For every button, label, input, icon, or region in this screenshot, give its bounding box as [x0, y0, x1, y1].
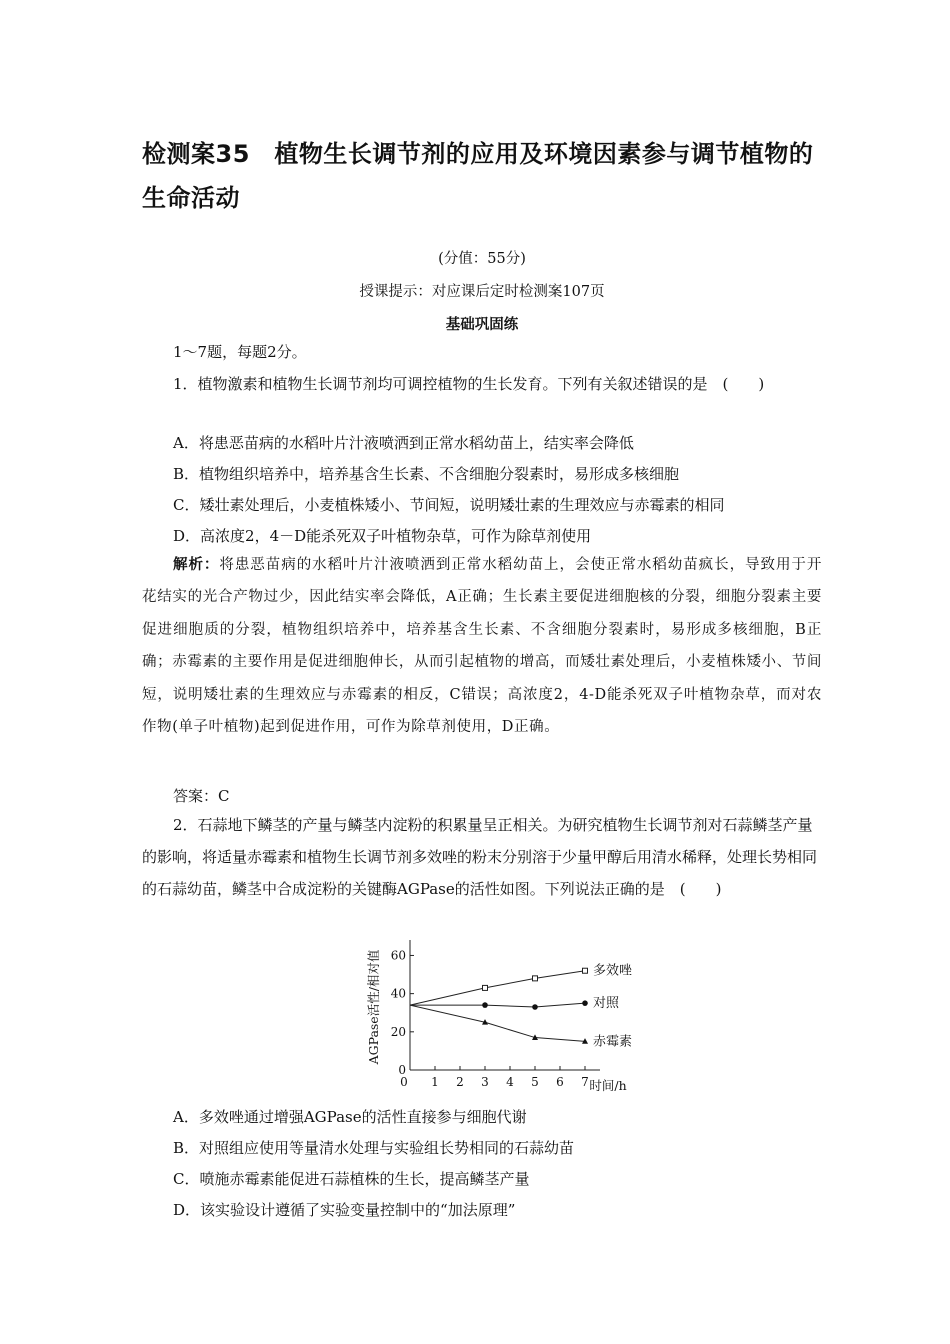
question-range-note: 1～7题，每题2分。	[173, 343, 307, 361]
q1-option-d: D．高浓度2，4－D能杀死双子叶植物杂草，可作为除草剂使用	[173, 527, 592, 545]
teaching-hint: 授课提示：对应课后定时检测案107页	[359, 284, 605, 300]
data-point	[583, 968, 588, 973]
y-tick-label: 20	[390, 1024, 406, 1039]
q2-option-a: A．多效唑通过增强AGPase的活性直接参与细胞代谢	[173, 1108, 527, 1126]
x-tick-label: 2	[456, 1075, 464, 1089]
x-tick-label: 0	[400, 1075, 408, 1089]
y-tick-label: 0	[398, 1063, 406, 1077]
q2-option-c: C．喷施赤霉素能促进石蒜植株的生长，提高鳞茎产量	[173, 1170, 530, 1188]
x-tick-label: 1	[431, 1075, 439, 1089]
series-label: 赤霉素	[593, 1034, 633, 1050]
x-tick-label: 3	[481, 1075, 489, 1089]
q1-answer: 答案：C	[173, 787, 230, 805]
x-tick-label: 4	[506, 1075, 514, 1089]
q2-option-b: B．对照组应使用等量清水处理与实验组长势相同的石蒜幼苗	[173, 1139, 575, 1157]
x-tick-label: 7	[581, 1075, 589, 1089]
y-axis-label: AGPase活性/相对值	[366, 949, 381, 1065]
page-title: 检测案35 植物生长调节剂的应用及环境因素参与调节植物的生命活动	[142, 140, 814, 212]
series-label: 多效唑	[593, 963, 633, 979]
y-tick-label: 40	[390, 986, 406, 1001]
series-label: 对照	[593, 996, 620, 1012]
x-axis-label: 时间/h	[589, 1078, 627, 1093]
analysis-label: 解析：	[173, 556, 220, 573]
q1-option-b: B．植物组织培养中，培养基含生长素、不含细胞分裂素时，易形成多核细胞	[173, 465, 680, 483]
data-point	[582, 1000, 588, 1006]
analysis-text: 将患恶苗病的水稻叶片汁液喷洒到正常水稻幼苗上，会使正常水稻幼苗疯长，导致用于开花结实的光合产物过少，因此结实率会降低，A正确；生长素主要促进细胞核的分裂，细胞分裂素主要促进细胞质的分裂，植物组织培养中，培养基含生长素、不含细胞分裂素时，易形成多核细胞，B正确；赤霉素的主要作用是促进细胞伸长，从而引起植物的增高，而矮壮素处理后，小麦植株矮小、节间短，说明矮壮素的生理效应与赤霉素的相反，C错误；高浓度2，4-D能杀死双子叶植物杂草，而对农作物(单子叶植物)起到促进作用，可作为除草剂使用，D正确。	[142, 557, 822, 736]
data-point	[532, 1004, 538, 1010]
question-2-stem: 2．石蒜地下鳞茎的产量与鳞茎内淀粉的积累量呈正相关。为研究植物生长调节剂对石蒜鳞茎产量的影响，将适量赤霉素和植物生长调节剂多效唑的粉末分别溶于少量甲醇后用清水稀释，处理长势相同的石蒜幼苗，鳞茎中合成淀粉的关键酶AGPase的活性如图。下列说法正确的是 ( )	[142, 816, 818, 898]
data-point	[533, 976, 538, 981]
series-line-1	[410, 1003, 585, 1007]
agpase-activity-chart	[366, 930, 633, 1100]
data-point	[483, 985, 488, 990]
q1-option-a: A．将患恶苗病的水稻叶片汁液喷洒到正常水稻幼苗上，结实率会降低	[173, 434, 634, 452]
q1-analysis	[142, 549, 822, 743]
x-tick-label: 5	[531, 1075, 539, 1089]
section-heading: 基础巩固练	[445, 316, 519, 333]
q1-option-c: C．矮壮素处理后，小麦植株矮小、节间短，说明矮壮素的生理效应与赤霉素的相同	[173, 496, 725, 514]
question-1-stem: 1．植物激素和植物生长调节剂均可调控植物的生长发育。下列有关叙述错误的是 ( )	[173, 375, 765, 393]
score-note: (分值：55分)	[438, 251, 526, 267]
series-line-0	[410, 971, 585, 1005]
y-tick-label: 60	[390, 948, 406, 963]
x-tick-label: 6	[556, 1075, 564, 1089]
q2-option-d: D．该实验设计遵循了实验变量控制中的“加法原理”	[173, 1201, 516, 1219]
series-line-2	[410, 1005, 585, 1041]
data-point	[482, 1002, 488, 1008]
